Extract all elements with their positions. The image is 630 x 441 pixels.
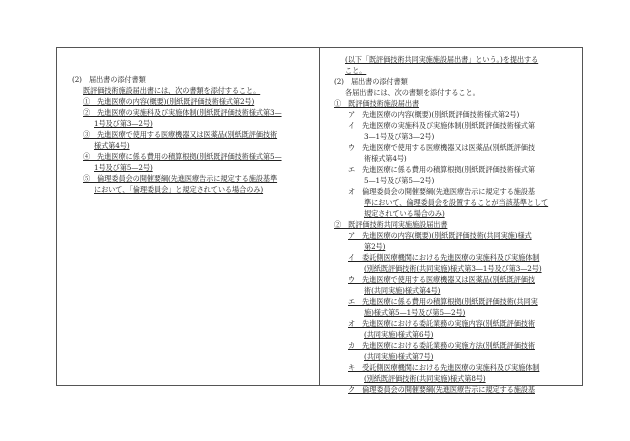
section1-item-line: 準において、倫理委員会を設置することが当該基準として — [364, 198, 549, 207]
section2-item-ki — [334, 362, 580, 384]
section1-item-line: 術様式第4号) — [364, 154, 407, 163]
section2-item-line: (共同実施)様式第6号) — [364, 330, 434, 339]
section2-item-line: (別紙既評価技術(共同実施)様式第3—1号及び第3—2号) — [364, 264, 542, 273]
left-item-line: 様式第4号) — [94, 141, 130, 150]
left-item-3 — [72, 129, 312, 151]
section1-item-line: 5—1号及び第5—2号) — [364, 176, 435, 185]
section2-item-i — [334, 252, 580, 274]
section2-item-ka — [334, 340, 580, 362]
section2-item-o — [334, 318, 580, 340]
section2-item-line: ア 先進医療の内容(概要)(別紙既評価技術(共同実施)様式 — [348, 231, 532, 240]
section1-item-line: エ 先進医療に係る費用の積算根拠(別紙既評価技術様式第 — [348, 165, 535, 174]
left-heading: (2) 届出書の添付書類 — [72, 75, 146, 84]
right-intro: 各届出書には、次の書類を添付すること。 — [345, 88, 480, 97]
section1-item-i — [334, 120, 580, 142]
right-column — [334, 54, 580, 395]
section1-item-line: オ 倫理委員会の開催要綱(先進医療告示に規定する施設基 — [348, 187, 535, 196]
section2-item-line: (別紙既評価技術(共同実施)様式第8号) — [364, 374, 486, 383]
right-top-line: こと。 — [345, 66, 367, 75]
section1-item-line: ア 先進医療の内容(概要)(別紙既評価技術様式第2号) — [348, 110, 520, 119]
section1-item-a — [334, 109, 580, 120]
right-top-line: (以下「既評価技術共同実施施設届出書」という。)を提出する — [345, 55, 539, 64]
section1-item-line: 規定されている場合のみ) — [364, 209, 445, 218]
section1-item-o — [334, 186, 580, 219]
section2-item-e — [334, 296, 580, 318]
section2-item-line: イ 委託側医療機関における先進医療の実施科及び実施体制 — [348, 253, 540, 262]
section2-item-line: 第2号) — [364, 242, 386, 251]
section1-item-e — [334, 164, 580, 186]
section2-item-line: キ 受託側医療機関における先進医療の実施科及び実施体制 — [348, 363, 540, 372]
section2-item-line: エ 先進医療に係る費用の積算根拠(別紙既評価技術(共同実 — [348, 297, 538, 306]
left-item-line: ③ 先進医療で使用する医療機器又は医薬品(別紙既評価技術 — [83, 130, 278, 139]
section1-item-line: 3—1号及び第3—2号) — [364, 132, 435, 141]
section2-item-line: ウ 先進医療で使用する医療機器又は医薬品(別紙既評価技 — [348, 275, 535, 284]
left-column — [72, 74, 312, 195]
left-item-4 — [72, 151, 312, 173]
section2-item-line: (共同実施)様式第7号) — [364, 352, 434, 361]
section2-title: ② 既評価技術共同実施施設届出書 — [334, 220, 448, 229]
left-item-line: ① 先進医療の内容(概要)(別紙既評価技術様式第2号) — [83, 97, 255, 106]
column-divider — [319, 47, 320, 386]
left-item-line: ② 先進医療の実施科及び実施体制(別紙既評価技術様式第3— — [83, 108, 282, 117]
section1-item-line: ウ 先進医療で使用する医療機器又は医薬品(別紙既評価技 — [348, 143, 535, 152]
left-item-line: 1号及び第3—2号) — [94, 119, 153, 128]
section1-title: ① 既評価技術施設届出書 — [334, 99, 420, 108]
left-item-1 — [72, 96, 312, 107]
section2-item-u — [334, 274, 580, 296]
left-item-line: ④ 先進医療に係る費用の積算根拠(別紙既評価技術様式第5— — [83, 152, 282, 161]
left-item-line: ⑤ 倫理委員会の開催要綱(先進医療告示に規定する施設基準 — [83, 174, 278, 183]
left-item-line: において、「倫理委員会」と規定されている場合のみ) — [94, 185, 264, 194]
section2-item-ku — [334, 384, 580, 395]
left-intro: 既評価技術施設届出書には、次の書類を添付すること。 — [83, 86, 261, 95]
section2-item-line: 術(共同実施)様式第4号) — [364, 286, 441, 295]
left-item-5 — [72, 173, 312, 195]
section1-item-line: イ 先進医療の実施科及び実施体制(別紙既評価技術様式第 — [348, 121, 535, 130]
section2-item-line: ク 倫理委員会の開催要綱(先進医療告示に規定する施設基 — [348, 385, 535, 394]
section2-item-a — [334, 230, 580, 252]
right-heading: (2) 届出書の添付書類 — [334, 77, 408, 86]
section2-item-line: カ 先進医療における委託業務の実施方法(別紙既評価技術 — [348, 341, 535, 350]
section2-item-line: オ 先進医療における委託業務の実施内容(別紙既評価技術 — [348, 319, 535, 328]
section2-item-line: 施)様式第5—1号及び第5—2号) — [364, 308, 466, 317]
section1-item-u — [334, 142, 580, 164]
left-item-line: 1号及び第5—2号) — [94, 163, 153, 172]
left-item-2 — [72, 107, 312, 129]
